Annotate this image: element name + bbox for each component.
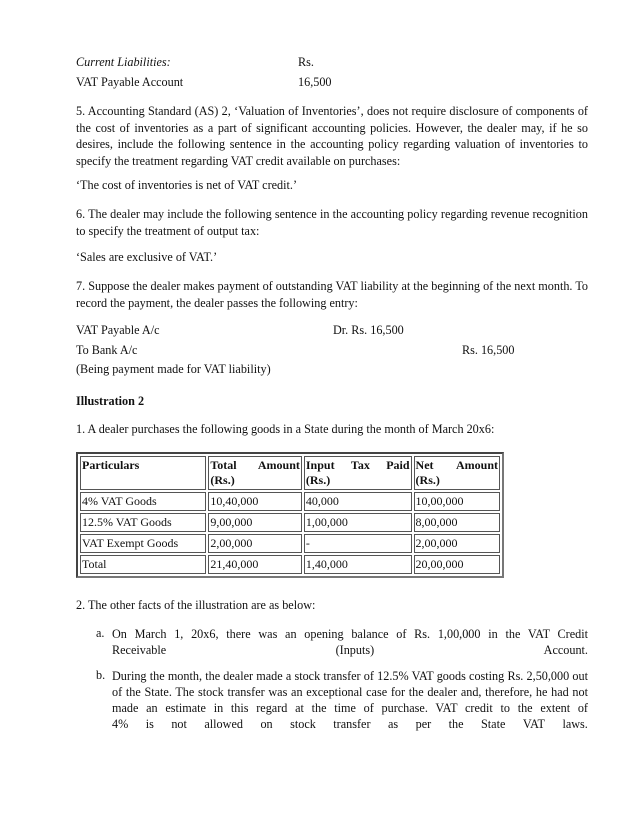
cell-input-tax: -: [304, 534, 412, 553]
list-marker: b.: [96, 668, 106, 682]
cell-total: 9,00,000: [208, 513, 301, 532]
cell-net: 8,00,000: [414, 513, 500, 532]
liabilities-heading: Current Liabilities:: [76, 55, 171, 69]
illustration-para-2: 2. The other facts of the illustration are as below:: [76, 598, 316, 612]
list-item-b-last-line: 4% is not allowed on stock transfer as per the State VAT laws.: [112, 717, 588, 731]
illustration-heading: Illustration 2: [76, 394, 145, 408]
vat-purchases-table: [76, 452, 504, 578]
cell-input-tax: 1,40,000: [304, 555, 412, 574]
header-net-amount: Net Amount (Rs.): [414, 456, 500, 490]
cell-particulars: 4% VAT Goods: [80, 492, 206, 511]
cell-particulars: Total: [80, 555, 206, 574]
paragraph-6: 6. The dealer may include the following sentence in the accounting policy regarding revenue recognition to specify the treatment of output tax:: [76, 207, 588, 238]
entry-line1-label: VAT Payable A/c: [76, 323, 160, 337]
liabilities-item: VAT Payable Account: [76, 75, 184, 89]
table-row: [80, 513, 500, 532]
cell-total: 10,40,000: [208, 492, 301, 511]
list-item-a-line1: On March 1, 20x6, there was an opening balance of Rs. 1,00,000 in the VAT Credit: [112, 627, 588, 641]
cell-total: 2,00,000: [208, 534, 301, 553]
paragraph-7: 7. Suppose the dealer makes payment of outstanding VAT liability at the beginning of the next month. To record the payment, the dealer passes the following entry:: [76, 279, 588, 310]
header-total-amount: Total Amount (Rs.): [208, 456, 301, 490]
entry-narration: (Being payment made for VAT liability): [76, 362, 271, 376]
cell-net: 2,00,000: [414, 534, 500, 553]
quote-6: ‘Sales are exclusive of VAT.’: [76, 250, 218, 264]
quote-5: ‘The cost of inventories is net of VAT credit.’: [76, 178, 298, 192]
entry-line2-label: To Bank A/c: [76, 343, 138, 357]
cell-particulars: VAT Exempt Goods: [80, 534, 206, 553]
entry-line1-amount: Dr. Rs. 16,500: [333, 323, 404, 337]
cell-net: 10,00,000: [414, 492, 500, 511]
cell-total: 21,40,000: [208, 555, 301, 574]
paragraph-5: 5. Accounting Standard (AS) 2, ‘Valuation of Inventories’, does not require disclosure of components of the cost of inventories as a part of significant accounting policies. However, the dealer may, if he so desires, include the following sentence in the accounting policy regarding valuation of inventories to specify the treatment regarding VAT credit available on purchases:: [76, 104, 588, 168]
liabilities-amount: 16,500: [298, 75, 332, 89]
list-item-b-text: During the month, the dealer made a stock transfer of 12.5% VAT goods costing Rs. 2,50,000 out of the State. The stock transfer was an exceptional case for the dealer and, therefore, he had not made an estimate in this regard at the time of purchase. VAT credit to the extent of: [112, 669, 588, 715]
entry-line2-amount: Rs. 16,500: [462, 343, 515, 357]
table-row: [80, 492, 500, 511]
header-input-tax-paid: Input Tax Paid (Rs.): [304, 456, 412, 490]
cell-input-tax: 1,00,000: [304, 513, 412, 532]
liabilities-rs-label: Rs.: [298, 55, 314, 69]
cell-particulars: 12.5% VAT Goods: [80, 513, 206, 532]
cell-net: 20,00,000: [414, 555, 500, 574]
list-marker: a.: [96, 626, 105, 640]
table-row: [80, 534, 500, 553]
table-row: [80, 555, 500, 574]
cell-input-tax: 40,000: [304, 492, 412, 511]
list-item-a-line2: Receivable (Inputs) Account.: [112, 643, 588, 657]
illustration-para-1: 1. A dealer purchases the following goods in a State during the month of March 20x6:: [76, 422, 495, 436]
header-particulars: Particulars: [80, 456, 206, 490]
table-header-row: [80, 456, 500, 490]
